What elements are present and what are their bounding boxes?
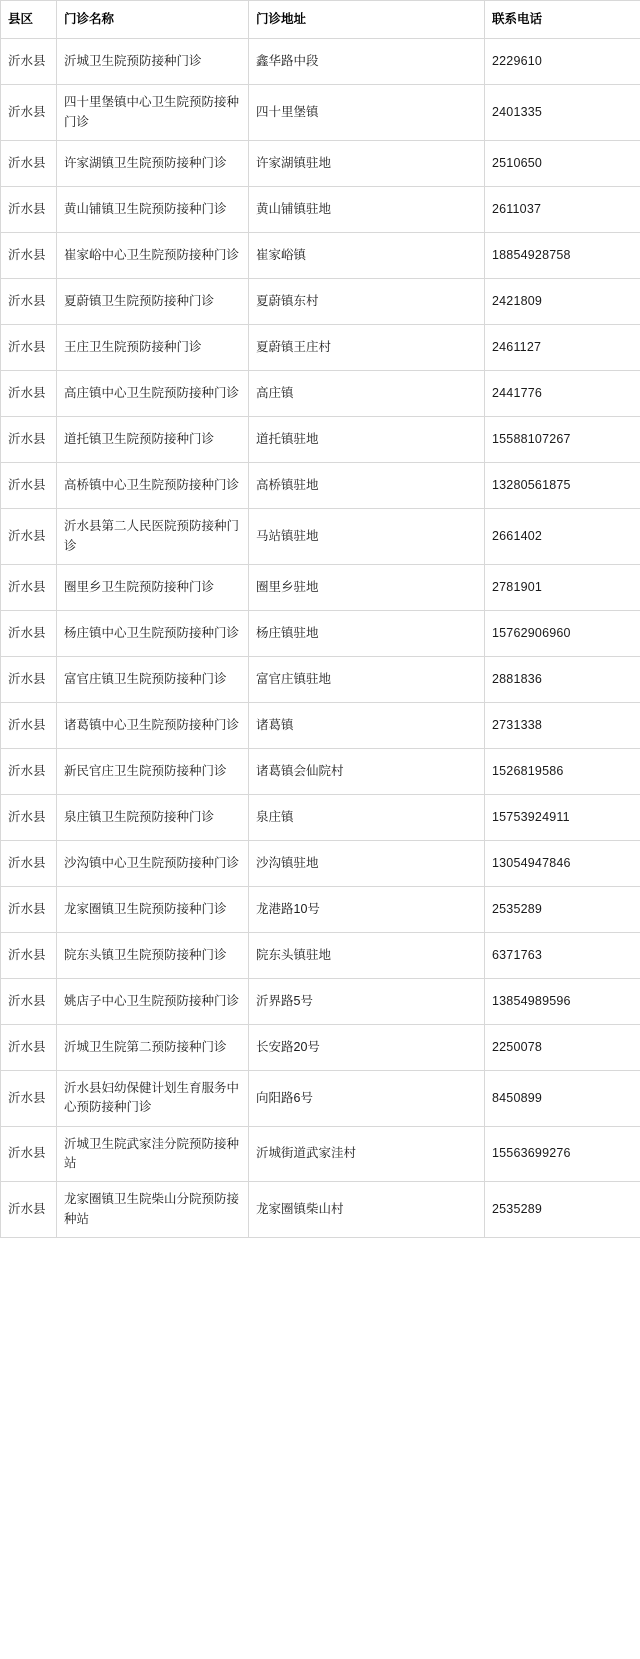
- cell-clinic-name: 沙沟镇中心卫生院预防接种门诊: [57, 840, 249, 886]
- table-row: [1, 886, 640, 932]
- table-header: [1, 1, 640, 39]
- cell-clinic-name: 高桥镇中心卫生院预防接种门诊: [57, 463, 249, 509]
- cell-clinic-address: 龙家圈镇柴山村: [249, 1182, 485, 1238]
- cell-contact-phone: 2250078: [485, 1024, 640, 1070]
- cell-district: 沂水县: [1, 564, 57, 610]
- cell-contact-phone: 15563699276: [485, 1126, 640, 1182]
- cell-contact-phone: 2510650: [485, 141, 640, 187]
- cell-contact-phone: 13054947846: [485, 840, 640, 886]
- cell-district: 沂水县: [1, 1126, 57, 1182]
- cell-contact-phone: 2881836: [485, 656, 640, 702]
- cell-contact-phone: 13854989596: [485, 978, 640, 1024]
- cell-clinic-name: 杨庄镇中心卫生院预防接种门诊: [57, 610, 249, 656]
- cell-district: 沂水县: [1, 1182, 57, 1238]
- cell-clinic-name: 院东头镇卫生院预防接种门诊: [57, 932, 249, 978]
- cell-clinic-address: 高庄镇: [249, 371, 485, 417]
- cell-clinic-name: 黄山铺镇卫生院预防接种门诊: [57, 187, 249, 233]
- cell-district: 沂水县: [1, 978, 57, 1024]
- cell-clinic-address: 杨庄镇驻地: [249, 610, 485, 656]
- cell-clinic-name: 沂城卫生院武家洼分院预防接种站: [57, 1126, 249, 1182]
- cell-district: 沂水县: [1, 840, 57, 886]
- cell-clinic-name: 道托镇卫生院预防接种门诊: [57, 417, 249, 463]
- cell-district: 沂水县: [1, 656, 57, 702]
- cell-contact-phone: 15753924911: [485, 794, 640, 840]
- table-row: [1, 279, 640, 325]
- cell-district: 沂水县: [1, 794, 57, 840]
- cell-clinic-name: 许家湖镇卫生院预防接种门诊: [57, 141, 249, 187]
- table-row: [1, 840, 640, 886]
- column-header-contact-phone: 联系电话: [485, 1, 640, 39]
- cell-clinic-name: 姚店子中心卫生院预防接种门诊: [57, 978, 249, 1024]
- table-row: [1, 509, 640, 565]
- cell-clinic-name: 沂水县第二人民医院预防接种门诊: [57, 509, 249, 565]
- cell-clinic-address: 长安路20号: [249, 1024, 485, 1070]
- cell-clinic-address: 沂城街道武家洼村: [249, 1126, 485, 1182]
- cell-district: 沂水县: [1, 279, 57, 325]
- table-row: [1, 39, 640, 85]
- cell-clinic-address: 沂界路5号: [249, 978, 485, 1024]
- cell-contact-phone: 2535289: [485, 886, 640, 932]
- table-row: [1, 85, 640, 141]
- cell-clinic-address: 道托镇驻地: [249, 417, 485, 463]
- table-row: [1, 1126, 640, 1182]
- cell-clinic-name: 高庄镇中心卫生院预防接种门诊: [57, 371, 249, 417]
- table-row: [1, 794, 640, 840]
- table-row: [1, 610, 640, 656]
- cell-contact-phone: 2535289: [485, 1182, 640, 1238]
- cell-clinic-name: 夏蔚镇卫生院预防接种门诊: [57, 279, 249, 325]
- cell-clinic-address: 泉庄镇: [249, 794, 485, 840]
- cell-clinic-name: 龙家圈镇卫生院预防接种门诊: [57, 886, 249, 932]
- table-row: [1, 1182, 640, 1238]
- cell-contact-phone: 2611037: [485, 187, 640, 233]
- cell-clinic-name: 诸葛镇中心卫生院预防接种门诊: [57, 702, 249, 748]
- table-row: [1, 656, 640, 702]
- cell-clinic-address: 富官庄镇驻地: [249, 656, 485, 702]
- cell-clinic-address: 黄山铺镇驻地: [249, 187, 485, 233]
- cell-district: 沂水县: [1, 886, 57, 932]
- cell-clinic-name: 四十里堡镇中心卫生院预防接种门诊: [57, 85, 249, 141]
- cell-district: 沂水县: [1, 748, 57, 794]
- column-header-clinic-address: 门诊地址: [249, 1, 485, 39]
- cell-clinic-address: 诸葛镇会仙院村: [249, 748, 485, 794]
- cell-clinic-name: 沂城卫生院第二预防接种门诊: [57, 1024, 249, 1070]
- table-row: [1, 371, 640, 417]
- cell-clinic-name: 沂水县妇幼保健计划生育服务中心预防接种门诊: [57, 1070, 249, 1126]
- cell-contact-phone: 2441776: [485, 371, 640, 417]
- cell-clinic-address: 沙沟镇驻地: [249, 840, 485, 886]
- cell-district: 沂水县: [1, 141, 57, 187]
- cell-clinic-name: 富官庄镇卫生院预防接种门诊: [57, 656, 249, 702]
- cell-clinic-address: 诸葛镇: [249, 702, 485, 748]
- cell-contact-phone: 8450899: [485, 1070, 640, 1126]
- cell-district: 沂水县: [1, 39, 57, 85]
- column-header-district: 县区: [1, 1, 57, 39]
- table-row: [1, 187, 640, 233]
- cell-clinic-name: 崔家峪中心卫生院预防接种门诊: [57, 233, 249, 279]
- cell-district: 沂水县: [1, 932, 57, 978]
- cell-district: 沂水县: [1, 85, 57, 141]
- cell-clinic-name: 泉庄镇卫生院预防接种门诊: [57, 794, 249, 840]
- cell-clinic-address: 许家湖镇驻地: [249, 141, 485, 187]
- cell-contact-phone: 2731338: [485, 702, 640, 748]
- cell-clinic-address: 夏蔚镇王庄村: [249, 325, 485, 371]
- table-row: [1, 141, 640, 187]
- cell-district: 沂水县: [1, 417, 57, 463]
- table-header-row: [1, 1, 640, 39]
- table-row: [1, 417, 640, 463]
- cell-clinic-name: 沂城卫生院预防接种门诊: [57, 39, 249, 85]
- cell-clinic-name: 龙家圈镇卫生院柴山分院预防接种站: [57, 1182, 249, 1238]
- cell-district: 沂水县: [1, 233, 57, 279]
- table-row: [1, 932, 640, 978]
- column-header-clinic-name: 门诊名称: [57, 1, 249, 39]
- cell-clinic-name: 新民官庄卫生院预防接种门诊: [57, 748, 249, 794]
- cell-district: 沂水县: [1, 509, 57, 565]
- cell-district: 沂水县: [1, 325, 57, 371]
- table-row: [1, 233, 640, 279]
- table-row: [1, 748, 640, 794]
- cell-district: 沂水县: [1, 1070, 57, 1126]
- cell-contact-phone: 2421809: [485, 279, 640, 325]
- cell-contact-phone: 2461127: [485, 325, 640, 371]
- cell-contact-phone: 2401335: [485, 85, 640, 141]
- cell-contact-phone: 6371763: [485, 932, 640, 978]
- cell-contact-phone: 18854928758: [485, 233, 640, 279]
- cell-district: 沂水县: [1, 463, 57, 509]
- cell-clinic-name: 王庄卫生院预防接种门诊: [57, 325, 249, 371]
- cell-contact-phone: 2661402: [485, 509, 640, 565]
- cell-clinic-address: 高桥镇驻地: [249, 463, 485, 509]
- table-body: [1, 39, 640, 1238]
- cell-clinic-address: 崔家峪镇: [249, 233, 485, 279]
- cell-clinic-address: 向阳路6号: [249, 1070, 485, 1126]
- cell-district: 沂水县: [1, 371, 57, 417]
- cell-clinic-address: 龙港路10号: [249, 886, 485, 932]
- cell-contact-phone: 2781901: [485, 564, 640, 610]
- cell-clinic-address: 院东头镇驻地: [249, 932, 485, 978]
- cell-clinic-address: 夏蔚镇东村: [249, 279, 485, 325]
- cell-contact-phone: 15762906960: [485, 610, 640, 656]
- cell-district: 沂水县: [1, 610, 57, 656]
- table-row: [1, 463, 640, 509]
- table-row: [1, 1070, 640, 1126]
- cell-contact-phone: 15588107267: [485, 417, 640, 463]
- cell-district: 沂水县: [1, 187, 57, 233]
- cell-clinic-address: 马站镇驻地: [249, 509, 485, 565]
- table-row: [1, 1024, 640, 1070]
- cell-clinic-address: 鑫华路中段: [249, 39, 485, 85]
- table-row: [1, 325, 640, 371]
- cell-contact-phone: 13280561875: [485, 463, 640, 509]
- cell-district: 沂水县: [1, 702, 57, 748]
- cell-district: 沂水县: [1, 1024, 57, 1070]
- table-row: [1, 564, 640, 610]
- table-row: [1, 978, 640, 1024]
- cell-contact-phone: 1526819586: [485, 748, 640, 794]
- cell-contact-phone: 2229610: [485, 39, 640, 85]
- cell-clinic-address: 四十里堡镇: [249, 85, 485, 141]
- cell-clinic-address: 圈里乡驻地: [249, 564, 485, 610]
- table-row: [1, 702, 640, 748]
- cell-clinic-name: 圈里乡卫生院预防接种门诊: [57, 564, 249, 610]
